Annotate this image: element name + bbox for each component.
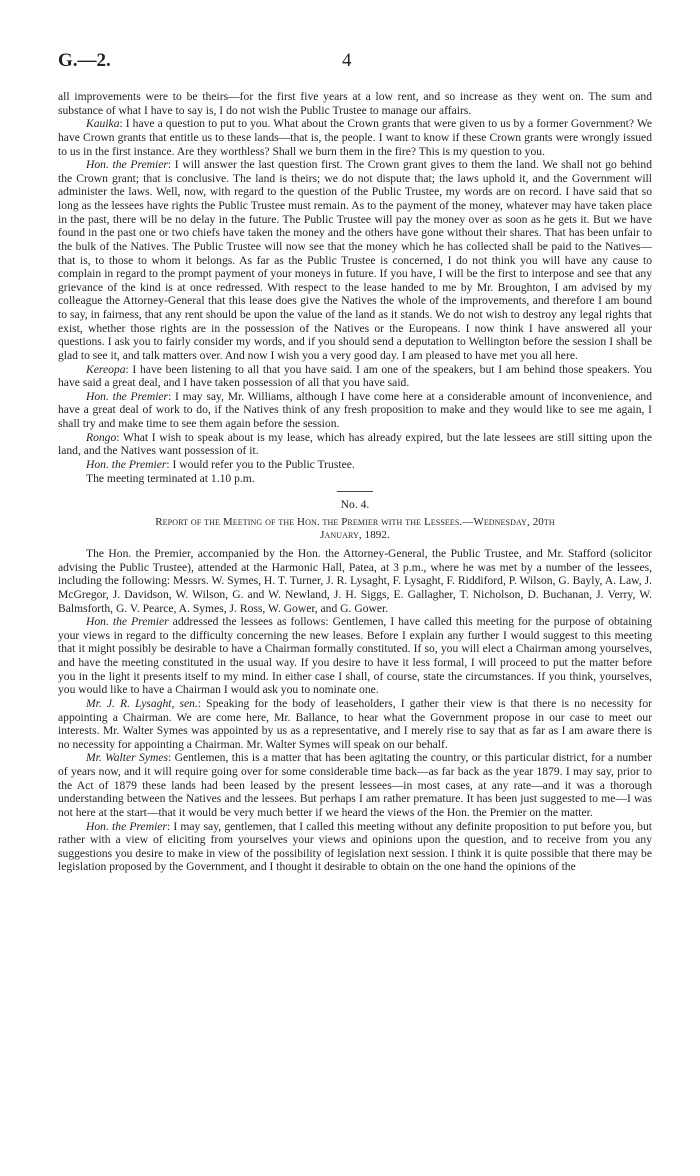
paragraph	[58, 615, 652, 697]
speaker-name: Hon. the Premier	[86, 819, 167, 833]
paragraph	[58, 390, 652, 431]
paragraph-text: : I have been listening to all that you have said. I am one of the speakers, but I am behind those speakers. You have said a great deal, and I have taken possession of all that you have said.	[58, 362, 652, 390]
paragraph-text: : I will answer the last question first. The Crown grant gives to them the land. We shall not go behind the Crown grant; that is conclusive. The land is theirs; we do not dispute that; the laws uphold it, and the Government will administer the laws. Well, now, with regard to the question of the Public Trustee, my words are on record. I have said that so long as the lessees have rights the Public Trustee must remain. As to the payment of the money, whatever may have taken place in the past, there will be no delay in the future. The Public Trustee will pay the money over as soon as he gets it. But we have found in the past one or two chiefs have taken the money and the others have gone without their shares. That has been unfair to the bulk of the Natives. The Public Trustee will now see that the money which he has collected shall be paid to the Natives—that is, to those to whom it belongs. As far as the Public Trustee is concerned, I do not think you will have any cause to complain in regard to the prompt payment of your moneys in future. If you have, I will be the first to interpose and see that any grievance of the kind is at once redressed. With respect to the lease handed to me by Mr. Broughton, I am advised by my colleague the Attorney-General that this lease does give the Natives the whole of the improvements, and therefore I am bound to say, in fairness, that any rent should be upon the value of the land as it stands. We do not wish to destroy any legal rights that exist, whether those rights are in the possession of the Natives or the Europeans. I now think I have answered all your questions. I ask you to fairly consider my words, and if you should send a deputation to Wellington before the session I shall be glad to see it, and talk matters over. And now I wish you a very good day. I am pleased to have met you all here.	[58, 158, 652, 362]
speaker-name: Kauika	[86, 117, 120, 131]
section-title-line-1: Report of the Meeting of the Hon. the Premier with the Lessees.—Wednesday, 20th	[155, 515, 555, 528]
document-body	[58, 90, 652, 874]
paragraph	[58, 820, 652, 875]
paragraph	[58, 697, 652, 752]
speaker-name: Hon. the Premier	[86, 389, 169, 403]
speaker-name: Mr. Walter Symes	[86, 751, 168, 765]
bottom-paragraphs	[58, 547, 652, 874]
paragraph-text: : Speaking for the body of leaseholders, I gather their view is that there is no necessity for appointing a Chairman. We are come here, Mr. Ballance, to hear what the Government propose in our case to meet our interests. Mr. Walter Symes was appointed by us as a representative, and I merely rise to say that as far as I am aware there is no necessity for appointing a Chairman. Mr. Walter Symes will speak on our behalf.	[58, 696, 652, 751]
paragraph	[58, 472, 652, 486]
paragraph-text: : I may say, Mr. Williams, although I have come here at a considerable amount of inconvenience, and have a great deal of work to do, if the Natives think of any fresh proposition to make and they would like to see me again, I shall try and make time to see them again before the session.	[58, 389, 652, 430]
speaker-name: Rongo	[86, 430, 117, 444]
paragraph-text: : Gentlemen, this is a matter that has been agitating the country, or this particular district, for a number of years now, and it will require going over for some considerable time back—as far back as the year 1879. I may say, prior to the Act of 1879 these lands had been leased by the present lessees—in most cases, at any rate—and it was a thorough understanding between the Natives and the lessees. But perhaps I am rather premature. It has been just suggested to me—I was not here at the start—that it would be very much better if we heard the views of the Hon. the Premier on the matter.	[58, 751, 652, 819]
paragraph-text: : I may say, gentlemen, that I called this meeting without any definite proposition to put before you, but rather with a view of eliciting from yourselves your views and opinions upon the question, and to receive from you any suggestions you desire to make in view of the possibility of legislation next session. I think it is quite possible that there may be legislation proposed by the Government, and I thought it desirable to obtain on the one hand the opinions of the	[58, 819, 652, 874]
section-title-line-2: January, 1892.	[320, 529, 390, 542]
speaker-name: Hon. the Premier	[86, 158, 168, 172]
page-number: 4	[342, 50, 352, 71]
paragraph-text: addressed the lessees as follows: Gentlemen, I have called this meeting for the purpose of obtaining your views in regard to the difficulty concerning the new leases. Before I explain any further I would suggest to this meeting that it might possibly be desirable to have a Chairman formally constituted. If so, you will elect a Chairman among yourselves, and have the meeting constituted in the usual way. If you desire to have it less formal, I will proceed to put the matter before you in the light it presents itself to my mind. In either case I shall, of course, state the circumstances. If you think, yourselves, you would like to have a Chairman I would ask you to nominate one.	[58, 615, 652, 697]
speaker-name: Hon. the Premier	[86, 457, 167, 471]
section-title	[58, 516, 652, 543]
paragraph	[58, 117, 652, 158]
paragraph	[58, 363, 652, 390]
speaker-name: Hon. the Premier	[86, 615, 169, 629]
paragraph	[58, 458, 652, 472]
speaker-name: Kereopa	[86, 362, 126, 376]
paragraph	[58, 547, 652, 615]
paragraph-text: : What I wish to speak about is my lease, which has already expired, but the late lessees are still sitting upon the land, and the Natives want possession of it.	[58, 430, 652, 458]
section-number: No. 4.	[340, 498, 370, 512]
top-paragraphs	[58, 90, 652, 485]
paragraph	[58, 751, 652, 819]
document-reference: G.—2.	[58, 50, 111, 71]
paragraph-text: The Hon. the Premier, accompanied by the Hon. the Attorney-General, the Public Trustee, and Mr. Stafford (solicitor advising the Public Trustee), attended at the Harmonic Hall, Patea, at 3 p.m., where he was met by a number of the lessees, including the following: Messrs. W. Symes, H. T. Turner, J. R. Lysaght, F. Lysaght, F. Riddiford, P. Wilson, G. Bayly, A. Law, J. McGregor, J. Davidson, W. Wilson, G. and W. Newland, J. H. Siggs, E. Gallagher, T. Nicholson, D. Buchanan, J. Verry, W. Balmsforth, G. V. Pearce, A. Symes, J. Ross, W. Gower, and G. Gower.	[58, 547, 652, 615]
paragraph	[58, 158, 652, 362]
paragraph-text: The meeting terminated at 1.10 p.m.	[86, 471, 255, 485]
paragraph-text: : I would refer you to the Public Trustee.	[166, 457, 355, 471]
paragraph	[58, 90, 652, 117]
paragraph	[58, 431, 652, 458]
speaker-name: Mr. J. R. Lysaght, sen.	[86, 696, 198, 710]
paragraph-text: all improvements were to be theirs—for the first five years at a low rent, and so increase as they went on. The sum and substance of what I have to say is, I do not wish the Public Trustee to manage our affairs.	[58, 90, 652, 117]
paragraph-text: : I have a question to put to you. What about the Crown grants that were given to us by a former Government? We have Crown grants that entitle us to these lands—that is, the people. I want to know if these Crown grants were wrongly issued to us in the first instance. Are they worthless? Shall we burn them in the fire? This is my question to you.	[58, 117, 652, 158]
section-divider	[337, 491, 373, 492]
